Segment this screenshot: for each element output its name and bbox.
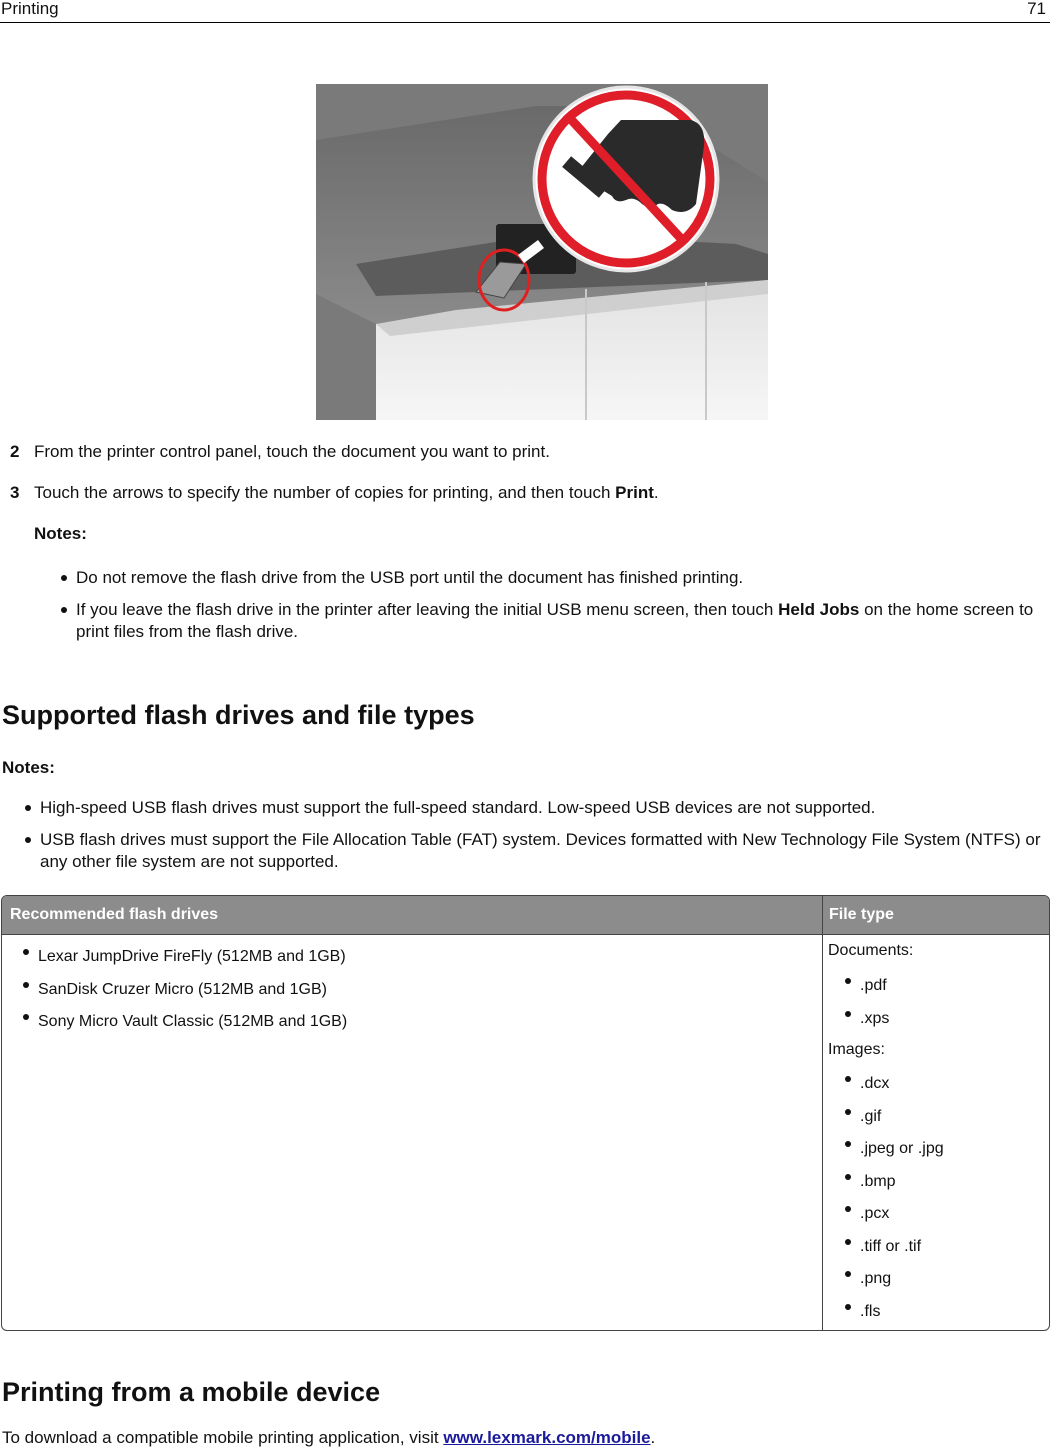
header-page-number: 71 [1027, 0, 1046, 18]
step-text: Touch the arrows to specify the number of copies for printing, and then touch [34, 483, 616, 502]
file-type: .dcx [860, 1075, 890, 1092]
bullet-icon [845, 1304, 851, 1310]
printer-illustration [316, 84, 768, 420]
section-heading-mobile: Printing from a mobile device [2, 1377, 381, 1407]
list-item [842, 1101, 944, 1134]
drive-name: Lexar JumpDrive FireFly (512MB and 1GB) [38, 948, 346, 965]
bullet-icon [23, 1014, 29, 1020]
mobile-text-end: . [650, 1428, 656, 1447]
file-type: .tiff or .tif [860, 1237, 922, 1255]
bullet-icon [25, 805, 31, 811]
documents-list [842, 970, 889, 1035]
page-header [0, 0, 1050, 23]
header-section-title: Printing [1, 0, 59, 18]
list-item [842, 1068, 944, 1101]
bullet-icon [23, 949, 29, 955]
documents-label: Documents: [828, 942, 914, 959]
bullet-icon [845, 1174, 851, 1180]
flash-notes-list [22, 797, 1042, 873]
notes-label: Notes: [2, 758, 55, 777]
file-type: .bmp [860, 1172, 896, 1190]
header-file-type: File type [829, 906, 894, 923]
step-2 [10, 441, 550, 463]
note-text: USB flash drives must support the File Allocation Table (FAT) system. Devices formatted with New Technology File System (NTFS) or any other file system are not supported. [40, 830, 1041, 871]
file-type: .fls [860, 1302, 881, 1320]
bullet-icon [845, 1076, 851, 1082]
step-text-end: . [653, 483, 659, 502]
step-3 [10, 482, 659, 504]
bullet-icon [61, 607, 67, 613]
list-item [842, 1133, 944, 1166]
mobile-text: To download a compatible mobile printing application, visit [2, 1428, 444, 1447]
lexmark-mobile-link[interactable]: www.lexmark.com/mobile [443, 1428, 651, 1447]
bullet-icon [845, 1206, 851, 1212]
bullet-icon [845, 1011, 851, 1017]
list-item [842, 970, 889, 1003]
list-item [842, 1231, 944, 1264]
bullet-icon [845, 978, 851, 984]
list-item [20, 974, 347, 1007]
step-number: 3 [10, 483, 20, 502]
table-header [2, 896, 1049, 934]
bullet-icon [845, 1271, 851, 1277]
list-item [842, 1263, 944, 1296]
printer-usb-illustration [316, 84, 768, 420]
note-text-end: on the home screen to print files from the flash drive. [76, 600, 1034, 641]
file-type: .pcx [860, 1205, 890, 1222]
bullet-icon [845, 1239, 851, 1245]
list-item [842, 1296, 944, 1329]
bullet-icon [845, 1141, 851, 1147]
header-recommended-drives: Recommended flash drives [10, 906, 219, 923]
list-item [58, 567, 1050, 589]
file-type: .gif [860, 1107, 882, 1125]
list-item [22, 829, 1042, 873]
mobile-paragraph [2, 1427, 655, 1449]
note-text: If you leave the flash drive in the printer after leaving the initial USB menu screen, then touch [76, 600, 779, 619]
bullet-icon [845, 1109, 851, 1115]
flash-drives-table [1, 895, 1050, 1331]
list-item [842, 1003, 889, 1036]
list-item [20, 941, 347, 974]
bullet-icon [61, 575, 67, 581]
notes-label: Notes: [34, 524, 87, 543]
file-type: .png [860, 1270, 892, 1287]
notes-list [58, 567, 1050, 643]
drive-name: Sony Micro Vault Classic (512MB and 1GB) [38, 1013, 348, 1030]
step-text: From the printer control panel, touch the document you want to print. [34, 442, 550, 461]
list-item [58, 599, 1050, 643]
bullet-icon [25, 837, 31, 843]
list-item [20, 1006, 347, 1039]
step-number: 2 [10, 442, 20, 461]
held-jobs-reference: Held Jobs [778, 600, 860, 619]
list-item [842, 1198, 944, 1231]
file-type: .pdf [860, 977, 887, 994]
bullet-icon [23, 982, 29, 988]
note-text: High-speed USB flash drives must support the full-speed standard. Low-speed USB devices are not supported. [40, 798, 876, 817]
images-list [842, 1068, 944, 1328]
images-label: Images: [828, 1041, 885, 1058]
list-item [22, 797, 1042, 819]
print-button-reference: Print [615, 483, 654, 502]
table-divider [2, 934, 1049, 935]
column-divider [822, 896, 823, 1330]
section-heading-flash-drives: Supported flash drives and file types [2, 700, 475, 730]
drives-list [20, 941, 347, 1039]
list-item [842, 1166, 944, 1199]
file-type: .xps [860, 1009, 890, 1027]
drive-name: SanDisk Cruzer Micro (512MB and 1GB) [38, 980, 327, 998]
file-type: .jpeg or .jpg [860, 1140, 944, 1157]
note-text: Do not remove the flash drive from the USB port until the document has finished printing. [76, 568, 744, 587]
